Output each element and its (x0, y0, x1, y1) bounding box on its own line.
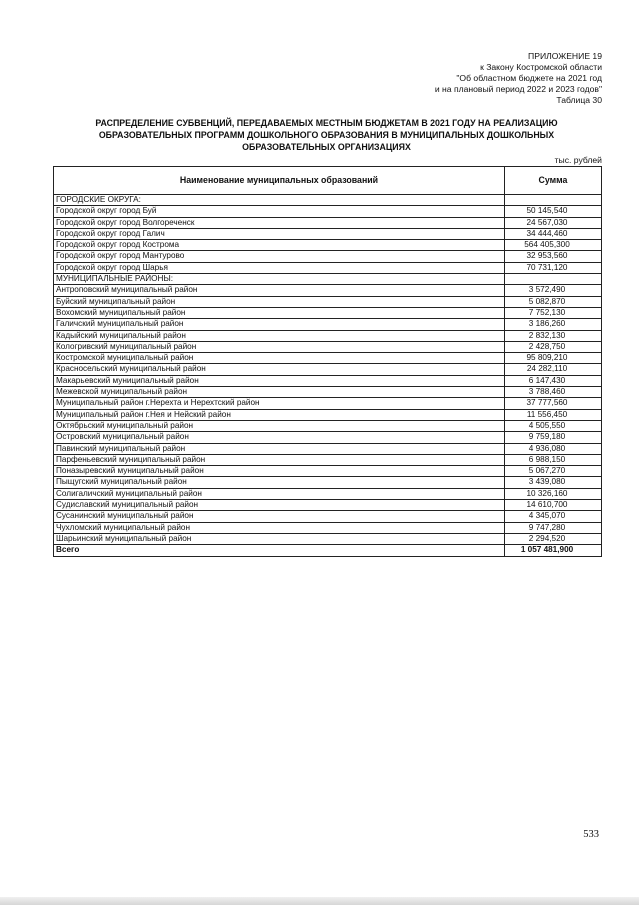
municipality-name-cell: Павинский муниципальный район (54, 443, 505, 454)
table-row (54, 285, 602, 296)
municipality-name-cell: ГОРОДСКИЕ ОКРУГА: (54, 195, 505, 206)
table-row (54, 398, 602, 409)
table-row (54, 251, 602, 262)
table-row (54, 488, 602, 499)
amount-cell: 3 439,080 (505, 477, 602, 488)
title-line: ОБРАЗОВАТЕЛЬНЫХ ОРГАНИЗАЦИЯХ (242, 142, 411, 152)
municipality-name-cell: Макарьевский муниципальный район (54, 375, 505, 386)
table-row (54, 330, 602, 341)
amount-cell: 3 572,490 (505, 285, 602, 296)
table-row (54, 432, 602, 443)
amount-cell: 95 809,210 (505, 353, 602, 364)
table-row (54, 262, 602, 273)
column-header-name: Наименование муниципальных образований (54, 167, 505, 195)
appendix-line: Таблица 30 (556, 95, 602, 105)
table-row (54, 296, 602, 307)
municipality-name-cell: Муниципальный район г.Нея и Нейский район (54, 409, 505, 420)
table-header-row (54, 167, 602, 195)
municipality-name-cell: Вохомский муниципальный район (54, 307, 505, 318)
municipality-name-cell: Пыщугский муниципальный район (54, 477, 505, 488)
table-row (54, 454, 602, 465)
document-title (50, 117, 603, 153)
municipality-name-cell: Городской округ город Кострома (54, 240, 505, 251)
amount-cell: 3 186,260 (505, 319, 602, 330)
municipality-name-cell: Антроповский муниципальный район (54, 285, 505, 296)
amount-cell: 24 567,030 (505, 217, 602, 228)
appendix-line: "Об областном бюджете на 2021 год (456, 73, 602, 83)
amount-cell: 2 294,520 (505, 533, 602, 544)
municipality-name-cell: Солигаличский муниципальный район (54, 488, 505, 499)
appendix-line: и на плановый период 2022 и 2023 годов" (434, 84, 602, 94)
table-row (54, 307, 602, 318)
amount-cell: 4 505,550 (505, 420, 602, 431)
title-line: ОБРАЗОВАТЕЛЬНЫХ ПРОГРАММ ДОШКОЛЬНОГО ОБРАЗОВАНИЯ В МУНИЦИПАЛЬНЫХ ДОШКОЛЬНЫХ (98, 130, 555, 140)
units-label: тыс. рублей (554, 155, 602, 165)
municipality-name-cell: Костромской муниципальный район (54, 353, 505, 364)
amount-cell: 6 988,150 (505, 454, 602, 465)
municipality-name-cell: Поназыревский муниципальный район (54, 466, 505, 477)
amount-cell: 4 345,070 (505, 511, 602, 522)
table-row (54, 387, 602, 398)
amount-cell: 11 556,450 (505, 409, 602, 420)
table-row (54, 500, 602, 511)
municipality-name-cell: Муниципальный район г.Нерехта и Нерехтский район (54, 398, 505, 409)
subsidy-table (53, 166, 602, 557)
amount-cell (505, 274, 602, 285)
table-row (54, 240, 602, 251)
municipality-name-cell: Парфеньевский муниципальный район (54, 454, 505, 465)
amount-cell: 70 731,120 (505, 262, 602, 273)
municipality-name-cell: Красносельский муниципальный район (54, 364, 505, 375)
table-row (54, 274, 602, 285)
municipality-name-cell: Шарьинский муниципальный район (54, 533, 505, 544)
table-row (54, 364, 602, 375)
amount-cell: 14 610,700 (505, 500, 602, 511)
appendix-block (435, 51, 602, 106)
municipality-name-cell: Галичский муниципальный район (54, 319, 505, 330)
municipality-name-cell: Кадыйский муниципальный район (54, 330, 505, 341)
amount-cell: 37 777,560 (505, 398, 602, 409)
municipality-name-cell: Кологривский муниципальный район (54, 341, 505, 352)
municipality-name-cell: Островский муниципальный район (54, 432, 505, 443)
municipality-name-cell: Сусанинский муниципальный район (54, 511, 505, 522)
amount-cell: 5 082,870 (505, 296, 602, 307)
municipality-name-cell: Межевской муниципальный район (54, 387, 505, 398)
table-row (54, 533, 602, 544)
municipality-name-cell: Буйский муниципальный район (54, 296, 505, 307)
table-row (54, 477, 602, 488)
amount-cell: 2 832,130 (505, 330, 602, 341)
amount-cell: 24 282,110 (505, 364, 602, 375)
amount-cell: 32 953,560 (505, 251, 602, 262)
amount-cell: 50 145,540 (505, 206, 602, 217)
municipality-name-cell: Чухломский муниципальный район (54, 522, 505, 533)
amount-cell: 9 747,280 (505, 522, 602, 533)
municipality-name-cell: Судиславский муниципальный район (54, 500, 505, 511)
table-row (54, 466, 602, 477)
total-label-cell: Всего (54, 545, 505, 556)
table-row (54, 511, 602, 522)
amount-cell: 3 788,460 (505, 387, 602, 398)
amount-cell: 2 428,750 (505, 341, 602, 352)
total-row (54, 545, 602, 556)
table-row (54, 228, 602, 239)
amount-cell: 4 936,080 (505, 443, 602, 454)
municipality-name-cell: Городской округ город Галич (54, 228, 505, 239)
municipality-name-cell: Октябрьский муниципальный район (54, 420, 505, 431)
table-row (54, 353, 602, 364)
municipality-name-cell: Городской округ город Шарья (54, 262, 505, 273)
appendix-line: к Закону Костромской области (480, 62, 602, 72)
municipality-name-cell: Городской округ город Буй (54, 206, 505, 217)
table-row (54, 195, 602, 206)
table-body (54, 195, 602, 557)
amount-cell: 34 444,460 (505, 228, 602, 239)
municipality-name-cell: МУНИЦИПАЛЬНЫЕ РАЙОНЫ: (54, 274, 505, 285)
table-row (54, 409, 602, 420)
amount-cell: 564 405,300 (505, 240, 602, 251)
table-row (54, 341, 602, 352)
table-row (54, 522, 602, 533)
table-row (54, 217, 602, 228)
table-row (54, 206, 602, 217)
amount-cell (505, 195, 602, 206)
amount-cell: 10 326,160 (505, 488, 602, 499)
amount-cell: 6 147,430 (505, 375, 602, 386)
page-edge (0, 897, 639, 905)
amount-cell: 5 067,270 (505, 466, 602, 477)
table-row (54, 319, 602, 330)
table-row (54, 443, 602, 454)
table-row (54, 420, 602, 431)
page-number: 533 (583, 829, 599, 840)
amount-cell: 9 759,180 (505, 432, 602, 443)
total-amount-cell: 1 057 481,900 (505, 545, 602, 556)
appendix-line: ПРИЛОЖЕНИЕ 19 (528, 51, 602, 61)
municipality-name-cell: Городской округ город Мантурово (54, 251, 505, 262)
amount-cell: 7 752,130 (505, 307, 602, 318)
title-line: РАСПРЕДЕЛЕНИЕ СУБВЕНЦИЙ, ПЕРЕДАВАЕМЫХ МЕСТНЫМ БЮДЖЕТАМ В 2021 ГОДУ НА РЕАЛИЗАЦИЮ (95, 118, 558, 128)
column-header-amount: Сумма (505, 167, 602, 195)
table-row (54, 375, 602, 386)
municipality-name-cell: Городской округ город Волгореченск (54, 217, 505, 228)
